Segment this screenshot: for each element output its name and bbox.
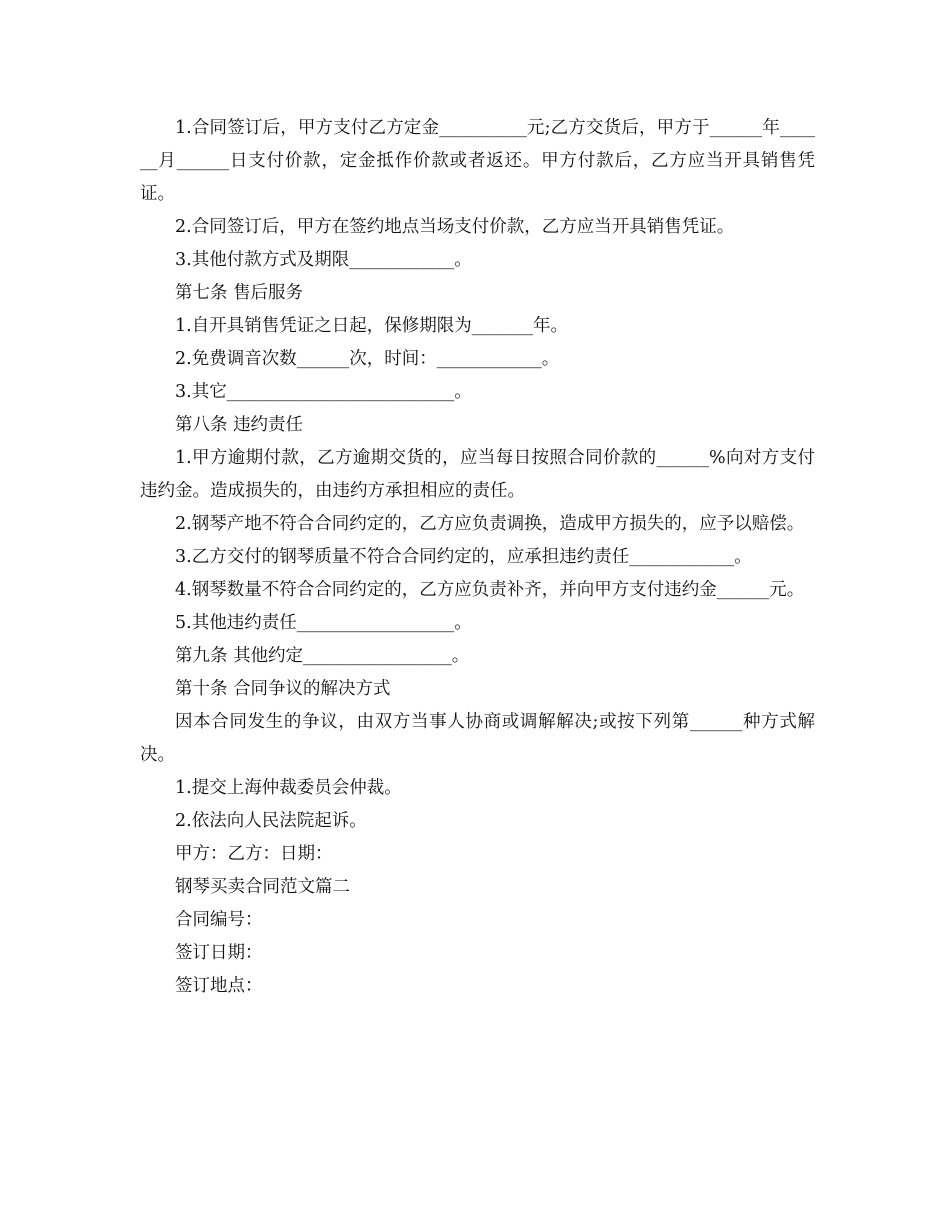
- service-clause-1: 1.自开具销售凭证之日起，保修期限为_______年。: [175, 316, 568, 336]
- liability-clause-3: 3.乙方交付的钢琴质量不符合合同约定的，应承担违约责任____________。: [175, 547, 752, 567]
- service-clause-2: 2.免费调音次数______次，时间：____________。: [175, 349, 560, 369]
- article-10-heading: 第十条 合同争议的解决方式: [175, 679, 391, 699]
- liability-clause-5: 5.其他违约责任__________________。: [175, 613, 472, 633]
- dispute-option-1: 1.提交上海仲裁委员会仲裁。: [175, 778, 402, 798]
- service-clause-3: 3.其它__________________________。: [175, 382, 472, 402]
- dispute-resolution-text: 因本合同发生的争议，由双方当事人协商或调解解决;或按下列第______种方式解决。: [140, 712, 815, 765]
- document-body: [140, 112, 815, 1003]
- payment-clause-3: 3.其他付款方式及期限____________。: [175, 250, 472, 270]
- liability-clause-1: 1.甲方逾期付款，乙方逾期交货的，应当每日按照合同价款的______%向对方支付违约金。造成损失的，由违约方承担相应的责任。: [140, 448, 815, 501]
- payment-clause-1: 1.合同签订后，甲方支付乙方定金__________元;乙方交货后，甲方于______年______月______日支付价款，定金抵作价款或者返还。甲方付款后，乙方应当开具销售凭证。: [140, 118, 815, 204]
- article-8-heading: 第八条 违约责任: [175, 415, 304, 435]
- payment-clause-2: 2.合同签订后，甲方在签约地点当场支付价款，乙方应当开具销售凭证。: [175, 217, 735, 237]
- section-title-part-two: 钢琴买卖合同范文篇二: [175, 877, 350, 897]
- article-9-heading: 第九条 其他约定_________________。: [175, 646, 470, 666]
- dispute-option-2: 2.依法向人民法院起诉。: [175, 811, 367, 831]
- liability-clause-2: 2.钢琴产地不符合合同约定的，乙方应负责调换，造成甲方损失的，应予以赔偿。: [175, 514, 805, 534]
- signing-place-label: 签订地点：: [175, 976, 263, 996]
- article-7-heading: 第七条 售后服务: [175, 283, 304, 303]
- contract-number-label: 合同编号：: [175, 910, 263, 930]
- signature-line: 甲方：乙方：日期：: [175, 844, 333, 864]
- liability-clause-4: 4.钢琴数量不符合合同约定的，乙方应负责补齐，并向甲方支付违约金______元。: [175, 580, 805, 600]
- signing-date-label: 签订日期：: [175, 943, 263, 963]
